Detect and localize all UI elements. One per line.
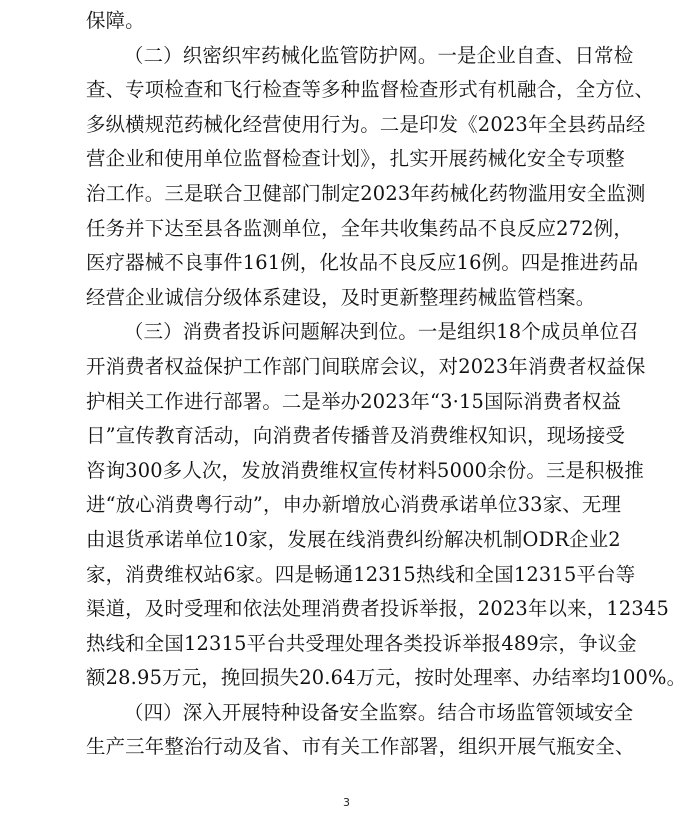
text-line: 咨询300多人次，发放消费维权宣传材料5000余份。三是积极推 <box>86 458 644 482</box>
text-line: （二）织密织牢药械化监管防护网。一是企业自查、日常检 <box>124 43 634 67</box>
text-line: 由退货承诺单位10家，发展在线消费纠纷解决机制ODR企业2 <box>86 527 621 551</box>
text-line: 日”宣传教育活动，向消费者传播普及消费维权知识，现场接受 <box>86 424 626 448</box>
paragraph-continuation <box>86 4 612 39</box>
text-line: 生产三年整治行动及省、市有关工作部署，组织开展气瓶安全、 <box>86 735 635 759</box>
document-body <box>86 4 687 765</box>
text-line: 治工作。三是联合卫健部门制定2023年药械化药物滥用安全监测 <box>86 181 646 205</box>
text-line: 经营企业诚信分级体系建设，及时更新整理药械监管档案。 <box>86 285 596 309</box>
text-line: 家，消费维权站6家。四是畅通12315热线和全国12315平台等 <box>86 562 636 586</box>
text-line: 保障。 <box>86 9 145 32</box>
text-line: （四）深入开展特种设备安全监察。结合市场监管领域安全 <box>124 700 634 724</box>
paragraph-consumer-complaints <box>86 315 687 696</box>
text-line: 开消费者权益保护工作部门间联席会议，对2023年消费者权益保 <box>86 354 646 378</box>
text-line: 额28.95万元，挽回损失20.64万元，按时处理率、办结率均100%。 <box>86 666 687 690</box>
paragraph-special-equipment <box>86 696 635 765</box>
text-line: （三）消费者投诉问题解决到位。一是组织18个成员单位召 <box>124 320 639 344</box>
text-line: 热线和全国12315平台共受理处理各类投诉举报489宗，争议金 <box>86 631 637 655</box>
paragraph-drug-supervision <box>86 39 655 316</box>
text-line: 进“放心消费粤行动”，申办新增放心消费承诺单位33家、无理 <box>86 493 622 517</box>
text-line: 查、专项检查和飞行检查等多种监督检查形式有机融合，全方位、 <box>86 78 655 102</box>
text-line: 医疗器械不良事件161例，化妆品不良反应16例。四是推进药品 <box>86 251 639 275</box>
text-line: 营企业和使用单位监督检查计划》，扎实开展药械化安全专项整 <box>86 147 625 171</box>
page-number: 3 <box>343 796 350 809</box>
text-line: 护相关工作进行部署。二是举办2023年“3·15国际消费者权益 <box>86 389 622 413</box>
text-line: 渠道，及时受理和依法处理消费者投诉举报，2023年以来，12345 <box>86 597 670 621</box>
text-line: 多纵横规范药械化经营使用行为。二是印发《2023年全县药品经 <box>86 112 646 136</box>
text-line: 任务并下达至县各监测单位，全年共收集药品不良反应272例， <box>86 216 633 240</box>
